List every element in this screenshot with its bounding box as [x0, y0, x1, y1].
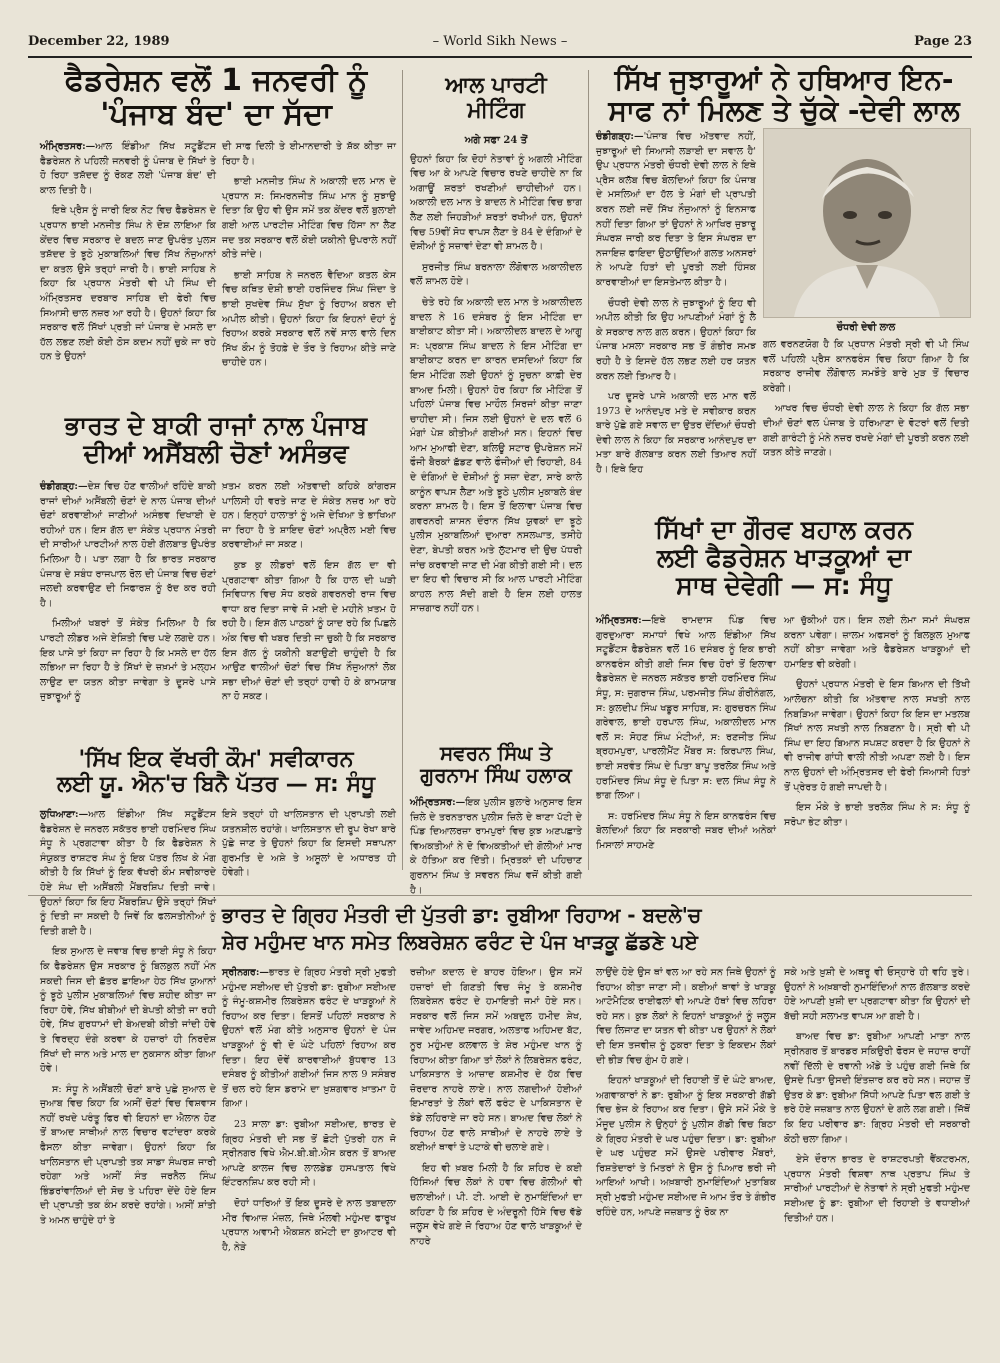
headline-line: ਸਾਥ ਦੇਵੇਗੀ — ਸ: ਸੰਧੂ	[676, 571, 892, 600]
paragraph: ਆਲ ਇੰਡੀਆ ਸਿੱਖ ਸਟੂਡੈਂਟਸ ਫੈਡਰੇਸ਼ਨ ਦੇ ਜਨਰਲ ਸਕੱਤਰ ਭਾਈ ਹਰਮਿੰਦਰ ਸਿੰਘ ਸੰਧੂ ਨੇ ਪ੍ਰਗਟਾਵਾ ਕੀਤਾ ਹੈ ਕਿ ਫੈਡਰੇਸ਼ਨ ਨੇ ਸੰਯੁਕਤ ਰਾਸ਼ਟਰ ਸੰਘ ਨੂੰ ਇਕ ਪੱਤਰ ਲਿਖ ਕੇ ਮੰਗ ਕੀਤੀ ਹੈ ਕਿ ਸਿੱਖਾਂ ਨੂੰ ਇਕ ਵੱਖਰੀ ਕੌਮ ਸਵੀਕਾਰਦੇ ਹੋਏ ਸੰਘ ਦੀ ਅਸੈਂਬਲੀ ਮੈਂਬਰਸ਼ਿਪ ਦਿਤੀ ਜਾਵੇ। ਉਹਨਾਂ ਕਿਹਾ ਕਿ ਇਹ ਮੈਂਬਰਸ਼ਿਪ ਉਸੇ ਤਰ੍ਹਾਂ ਸਿੱਖਾਂ ਨੂੰ ਦਿਤੀ ਜਾ ਸਕਦੀ ਹੈ ਜਿਵੇਂ ਕਿ ਫਲਸਤੀਨੀਆਂ ਨੂੰ ਦਿਤੀ ਗਈ ਹੈ।	[40, 809, 216, 937]
paragraph: ਚੇਤੇ ਰਹੇ ਕਿ ਅਕਾਲੀ ਦਲ ਮਾਨ ਤੇ ਅਕਾਲੀਦਲ ਬਾਦਲ ਨੇ 16 ਦਸੰਬਰ ਨੂੰ ਇਸ ਮੀਟਿੰਗ ਦਾ ਬਾਈਕਾਟ ਕੀਤਾ ਸੀ। ਅਕਾਲੀਦਲ ਬਾਦਲ ਦੇ ਆਗੂ ਸ: ਪ੍ਰਕਾਸ਼ ਸਿੰਘ ਬਾਦਲ ਨੇ ਇਸ ਮੀਟਿੰਗ ਦਾ ਬਾਈਕਾਟ ਕਰਨ ਦਾ ਕਾਰਨ ਦਸਦਿਆਂ ਕਿਹਾ ਕਿ ਇਸ ਮੀਟਿੰਗ ਲਈ ਉਹਨਾਂ ਨੂੰ ਸੂਚਨਾ ਕਾਫ਼ੀ ਦੇਰ ਬਾਅਦ ਮਿਲੀ। ਉਹਨਾਂ ਹੋਰ ਕਿਹਾ ਕਿ ਮੀਟਿੰਗ ਤੋਂ ਪਹਿਲਾਂ ਪੰਜਾਬ ਵਿਚ ਮਾਹੌਲ ਸਿਰਜਾਂ ਕੀਤਾ ਜਾਣਾ ਚਾਹੀਦਾ ਸੀ। ਜਿਸ ਲਈ ਉਹਨਾਂ ਦੇ ਦਲ ਵਲੋਂ 6 ਮੰਗਾਂ ਪੇਸ਼ ਕੀਤੀਆਂ ਗਈਆਂ ਸਨ। ਇਹਨਾਂ ਵਿਚ ਆਮ ਮੁਆਫੀ ਦੇਣਾ, ਬਲਿਊ ਸਟਾਰ ਉਪਰੇਸ਼ਨ ਸਮੇਂ ਫੌਜੀ ਬੈਰਕਾਂ ਛੱਡਣ ਵਾਲੇ ਫੌਜੀਆਂ ਦੀ ਰਿਹਾਈ, 84 ਦੇ ਦੰਗਿਆਂ ਦੇ ਦੋਸ਼ੀਆਂ ਨੂੰ ਸਜ਼ਾ ਦੇਣਾ, ਸਾਰੇ ਕਾਲੇ ਕਾਨੂੰਨ ਵਾਪਸ ਲੈਣਾ ਅਤੇ ਝੂਠੇ ਪੁਲੀਸ ਮੁਕਾਬਲੇ ਬੰਦ ਕਰਨਾ ਸ਼ਾਮਲ ਹੈ। ਇਸ ਤੋਂ ਇਲਾਵਾ ਪੰਜਾਬ ਵਿਚ ਗਵਰਨਰੀ ਸ਼ਾਸਨ ਦੌਰਾਨ ਸਿੱਖ ਯੁਵਕਾਂ ਦਾ ਝੂਠੇ ਪੁਲੀਸ ਮੁਕਾਬਲਿਆਂ ਦੁਆਰਾ ਨਸਲਘਾਤ, ਤਸੀਹੇ ਦੇਣਾ, ਬੇਪਤੀ ਕਰਨ ਅਤੇ ਲੁੱਟਮਾਰ ਦੀ ਉਚ ਪੱਧਰੀ ਜਾਂਚ ਕਰਵਾਈ ਜਾਣ ਦੀ ਮੰਗ ਕੀਤੀ ਗਈ ਸੀ। ਦਲ ਦਾ ਇਹ ਵੀ ਵਿਚਾਰ ਸੀ ਕਿ ਆਲ ਪਾਰਟੀ ਮੀਟਿੰਗ ਕਾਹਲ ਨਾਲ ਸੱਦੀ ਗਈ ਹੈ ਇਸ ਲਈ ਹਾਲਤ ਸਾਜ਼ਗਾਰ ਨਹੀਂ ਹਨ।	[410, 296, 582, 615]
issue-date: December 22, 1989	[28, 34, 170, 49]
column-divider	[588, 70, 589, 870]
story8-column-2	[410, 966, 582, 1353]
column-divider	[402, 70, 403, 870]
paragraph: ਖ਼ਤਮ ਕਰਨ ਲਈ ਅੱਤਵਾਦੀ ਕਹਿਕੇ ਕਾਂਗਰਸ ਪਾਲਿਸੀ ਹੀ ਵਰਤੇ ਜਾਣ ਦੇ ਸੰਕੇਤ ਨਜ਼ਰ ਆ ਰਹੇ ਹਨ। ਇਨ੍ਹਾਂ ਹਾਲਾਤਾਂ ਨੂੰ ਅਜੇ ਦੇਖਿਆ ਤੇ ਭਾਖਿਆ ਜਾ ਰਿਹਾ ਹੈ ਤੇ ਸ਼ਾਇਦ ਚੋਣਾਂ ਅਪ੍ਰੈਲ ਮਈ ਵਿਚ ਕਰਵਾਈਆਂ ਜਾ ਸਕਣ।	[222, 481, 396, 551]
headline-story3	[596, 64, 972, 127]
paragraph: ਭਾਈ ਮਨਜੀਤ ਸਿੰਘ ਨੇ ਅਕਾਲੀ ਦਲ ਮਾਨ ਦੇ ਪ੍ਰਧਾਨ ਸ: ਸਿਮਰਨਜੀਤ ਸਿੰਘ ਮਾਨ ਨੂੰ ਸੁਝਾਉ ਦਿਤਾ ਕਿ ਉਹ ਵੀ ਉਸ ਸਮੇਂ ਤਕ ਕੇਂਦਰ ਵਲੋਂ ਬੁਲਾਈ ਗਈ ਆਲ ਪਾਰਟੀਜ਼ ਮੀਟਿੰਗ ਵਿਚ ਹਿੱਸਾ ਨਾ ਲੈਣ ਜਦ ਤਕ ਸਰਕਾਰ ਵਲੋਂ ਕੋਈ ਯਕੀਨੀ ਉਪਰਾਲੇ ਨਹੀਂ ਕੀਤੇ ਜਾਂਦੇ।	[222, 176, 396, 261]
dateline: ਲੁਧਿਆਣਾ:—	[40, 809, 89, 820]
paragraph: ਬਾਅਦ ਵਿਚ ਡਾ: ਰੁਬੀਆ ਆਪਣੀ ਮਾਤਾ ਨਾਲ ਸ੍ਰੀਨਗਰ ਤੋਂ ਬਾਰਡਰ ਸਕਿਉਰੀ ਫੋਰਸ ਦੇ ਜਹਾਜ਼ ਰਾਹੀਂ ਨਵੀਂ ਦਿੱਲੀ ਦੇ ਰਵਾਨੀ ਅੱਡੇ ਤੇ ਪਹੁੰਚ ਗਈ ਜਿਥੇ ਕਿ ਉਸਦੇ ਪਿਤਾ ਉਸਦੀ ਇੰਤਜ਼ਾਰ ਕਰ ਰਹੇ ਸਨ। ਜਹਾਜ਼ ਤੋਂ ਉਤਰ ਕੇ ਡਾ: ਰੁਬੀਆ ਸਿੱਧੀ ਆਪਣੇ ਪਿਤਾ ਵਲ ਗਈ ਤੇ ਭਰੇ ਹੋਏ ਜਜ਼ਬਾਤ ਨਾਲ ਉਹਨਾਂ ਦੇ ਗਲੇ ਲਗ ਗਈ। ਜਿੱਥੋਂ ਕਿ ਇਹ ਪਰੀਵਾਰ ਡਾ: ਗ੍ਰਿਹ ਮੰਤਰੀ ਦੀ ਸਰਕਾਰੀ ਕੋਠੀ ਚਲਾ ਗਿਆ।	[784, 1031, 970, 1145]
paragraph: ਇਹਨਾਂ ਖਾੜਕੂਆਂ ਦੀ ਰਿਹਾਈ ਤੋਂ ਦੋ ਘੰਟੇ ਬਾਅਦ, ਅਗਵਾਕਾਰਾਂ ਨੇ ਡਾ: ਰੁਬੀਆ ਨੂੰ ਇਕ ਸਰਕਾਰੀ ਗੱਡੀ ਵਿਚ ਭੇਜ ਕੇ ਰਿਹਾਅ ਕਰ ਦਿਤਾ। ਉਸੇ ਸਮੇਂ ਮੌਕੇ ਤੇ ਮੌਜੂਦ ਪੁਲੀਸ ਨੇ ਉਨ੍ਹਾਂ ਨੂੰ ਪੁਲੀਸ ਗੱਡੀ ਵਿਚ ਬਿਠਾ ਕੇ ਗ੍ਰਿਹ ਮੰਤਰੀ ਦੇ ਘਰ ਪਹੁੰਚਾ ਦਿਤਾ। ਡਾ: ਰੁਬੀਆ ਦੇ ਘਰ ਪਹੁੰਚਣ ਸਮੇਂ ਉਸਦੇ ਪਰੀਵਾਰ ਮੈਂਬਰਾਂ, ਰਿਸ਼ਤੇਦਾਰਾਂ ਤੇ ਮਿਤਰਾਂ ਨੇ ਉਸ ਨੂੰ ਪਿਆਰ ਭਰੀ ਜੀ ਆਇਆਂ ਆਖੀ। ਅਖ਼ਬਾਰੀ ਨੁਮਾਇੰਦਿਆਂ ਮੁਤਾਬਿਕ ਸ੍ਰੀ ਮੁਫਤੀ ਮਹੁੰਮਦ ਸਈਅਦ ਜੋ ਆਮ ਤੌਰ ਤੇ ਗੰਭੀਰ ਰਹਿੰਦੇ ਹਨ, ਆਪਣੇ ਜਜ਼ਬਾਤ ਨੂੰ ਰੋਕ ਨਾ	[596, 1075, 776, 1218]
story5-column-1	[596, 614, 776, 886]
paragraph: 23 ਸਾਲਾ ਡਾ: ਰੁਬੀਆ ਸਈਅਦ, ਭਾਰਤ ਦੇ ਗ੍ਰਿਹ ਮੰਤਰੀ ਦੀ ਸਭ ਤੋਂ ਛੋਟੀ ਪੁੱਤਰੀ ਹਨ ਜੋ ਸ੍ਰੀਨਗਰ ਵਿਖੇ ਐਮ.ਬੀ.ਬੀ.ਐਸ ਕਰਨ ਤੋਂ ਬਾਅਦ ਆਪਣੇ ਕਾਲਜ ਵਿਚ ਲਾਲਡੇਡ ਹਸਪਤਾਲ ਵਿਖੇ ਇੰਟਰਨਸ਼ਿਪ ਕਰ ਰਹੀ ਸੀ।	[222, 1118, 396, 1189]
headline-story1	[40, 64, 392, 131]
headline-line: ਸ਼ੇਰ ਮਹੁੰਮਦ ਖਾਨ ਸਮੇਤ ਲਿਬਰੇਸ਼ਨ ਫਰੰਟ ਦੇ ਪੰਜ ਖਾੜਕੂ ਛੱਡਣੇ ਪਏ	[222, 930, 698, 954]
paragraph: ਪਰ ਦੂਸਰੇ ਪਾਸੇ ਅਕਾਲੀ ਦਲ ਮਾਨ ਵਲੋਂ 1973 ਦੇ ਆਨੰਦਪੁਰ ਮਤੇ ਦੇ ਸਵੀਕਾਰ ਕਰਨ ਬਾਰੇ ਪੁੱਛੇ ਗਏ ਸਵਾਲ ਦਾ ਉਤਰ ਦੇਂਦਿਆਂ ਚੌਧਰੀ ਦੇਵੀ ਲਾਲ ਨੇ ਕਿਹਾ ਕਿ ਸਰਕਾਰ ਆਨੰਦਪੁਰ ਦਾ ਮਤਾ ਬਾਰੇ ਗੱਲਬਾਤ ਕਰਨ ਲਈ ਤਿਆਰ ਨਹੀਂ ਹੈ। ਇਥੇ ਇਹ	[596, 391, 756, 476]
headline-line: ਸਿੱਖ ਜੁਝਾਰੂਆਂ ਨੇ ਹਥਿਆਰ ਇਨ-	[614, 63, 954, 96]
headline-line: ਦੀਆਂ ਅਸੈਂਬਲੀ ਚੋਣਾਂ ਅਸੰਭਵ	[83, 439, 349, 468]
paragraph: 'ਪੰਜਾਬ ਵਿਚ ਅੱਤਵਾਦ ਨਹੀਂ, ਜੁਝਾਰੂਆਂ ਦੀ ਸਿਆਸੀ ਲੜਾਈ ਦਾ ਸਵਾਲ ਹੈ' ਉਪ ਪ੍ਰਧਾਨ ਮੰਤਰੀ ਚੌਧਰੀ ਦੇਵੀ ਲਾਲ ਨੇ ਇਥੇ ਪ੍ਰੈਸ ਕਲੱਬ ਵਿਚ ਬੋਲਦਿਆਂ ਕਿਹਾ ਕਿ ਪੰਜਾਬ ਦੇ ਮਸਲਿਆਂ ਦਾ ਹੱਲ ਤੇ ਮੰਗਾਂ ਦੀ ਪ੍ਰਾਪਤੀ ਕਰਨ ਲਈ ਜਦੋਂ ਸਿੱਖ ਨੌਜੁਆਨਾਂ ਨੂੰ ਇਨਸਾਫ ਨਹੀਂ ਦਿਤਾ ਗਿਆ ਤਾਂ ਉਹਨਾਂ ਨੇ ਆਖਿਰ ਜੁਝਾਰੂ ਸੰਘਰਸ਼ ਜਾਰੀ ਕਰ ਦਿਤਾ ਤੇ ਇਸ ਸੰਘਰਸ਼ ਦਾ ਨਜਾਇਜ਼ ਫਾਇਦਾ ਉਠਾਉਂਦਿਆਂ ਗਲਤ ਅਨਸਰਾਂ ਨੇ ਆਪਣੇ ਹਿਤਾਂ ਦੀ ਪੂਰਤੀ ਲਈ ਹਿੰਸਕ ਕਾਰਵਾਈਆਂ ਦਾ ਇਸਤੇਮਾਲ ਕੀਤਾ ਹੈ।	[596, 131, 756, 288]
paragraph: ਦੀ ਸਾਫ ਦਿਲੀ ਤੇ ਈਮਾਨਦਾਰੀ ਤੇ ਸ਼ੱਕ ਕੀਤਾ ਜਾ ਰਿਹਾ ਹੈ।	[222, 141, 396, 167]
headline-line: ਮੀਟਿੰਗ	[467, 97, 525, 123]
paragraph: ਗਲ ਵਰਨਣਯੋਗ ਹੈ ਕਿ ਪ੍ਰਧਾਨ ਮੰਤਰੀ ਸ੍ਰੀ ਵੀ ਪੀ ਸਿੰਘ ਵਲੋਂ ਪਹਿਲੀ ਪ੍ਰੈਸ ਕਾਨਫਰੰਸ ਵਿਚ ਕਿਹਾ ਗਿਆ ਹੈ ਕਿ ਸਰਕਾਰ ਰਾਜੀਵ ਲੌਂਗੋਵਾਲ ਸਮਝੌਤੇ ਬਾਰੇ ਮੁੜ ਤੋਂ ਵਿਚਾਰ ਕਰੇਗੀ।	[763, 339, 969, 394]
paragraph: ਭਾਈ ਸਾਹਿਬ ਨੇ ਜਨਰਲ ਵੈਦਿਆ ਕਤਲ ਕੇਸ ਵਿਚ ਕਥਿਤ ਦੋਸ਼ੀ ਭਾਈ ਹਰਜਿੰਦਰ ਸਿੰਘ ਜਿੰਦਾ ਤੇ ਭਾਈ ਸੁਖਦੇਵ ਸਿੰਘ ਸੁੱਖਾ ਨੂੰ ਰਿਹਾਅ ਕਰਨ ਦੀ ਅਪੀਲ ਕੀਤੀ। ਉਹਨਾਂ ਕਿਹਾ ਕਿ ਇਹਨਾਂ ਦੋਹਾਂ ਨੂੰ ਰਿਹਾਅ ਕਰਕੇ ਸਰਕਾਰ ਵਲੋਂ ਨਵੇਂ ਸਾਲ ਵਾਲੇ ਦਿਨ ਸਿੱਖ ਕੌਮ ਨੂੰ ਤੋਹਫ਼ੇ ਦੇ ਤੌਰ ਤੇ ਰਿਹਾਅ ਕੀਤੇ ਜਾਣੇ ਚਾਹੀਦੇ ਹਨ।	[222, 269, 396, 369]
headline-line: ਗੁਰਨਾਮ ਸਿੰਘ ਹਲਾਕ	[420, 763, 572, 788]
paragraph: ਦੋਹਾਂ ਧਾਰਿਆਂ ਤੋਂ ਇਕ ਦੂਸਰੇ ਦੇ ਨਾਲ ਤਬਾਦਲਾ ਮੀਰ ਵਿਆਜ਼ ਮੰਜ਼ਲ, ਜਿਥੇ ਮੌਲਵੀ ਮਹੁੰਮਦ ਫਾਰੂਖ ਪ੍ਰਧਾਨ ਅਵਾਮੀ ਐਕਸ਼ਨ ਕਮੇਟੀ ਦਾ ਕੁਆਟਰ ਵੀ ਹੈ, ਨੇੜੇ	[222, 1197, 396, 1253]
headline-line: ਸਵਰਨ ਸਿੰਘ ਤੇ	[439, 741, 553, 765]
paragraph: ਇਸੇ ਤਰ੍ਹਾਂ ਹੀ ਖਾਲਿਸਤਾਨ ਦੀ ਪ੍ਰਾਪਤੀ ਲਈ ਯਤਨਸ਼ੀਲ ਰਹਾਂਗੇ। ਖਾਲਿਸਤਾਨ ਦੀ ਰੂਪ ਰੇਖਾ ਬਾਰੇ ਪੁੱਛੇ ਜਾਣ ਤੇ ਉਹਨਾਂ ਕਿਹਾ ਕਿ ਇਸਦੀ ਸਥਾਪਨਾ ਗੁਰਮਤਿ ਦੇ ਅਸ਼ੇ ਤੇ ਅਸੂਲਾਂ ਦੇ ਅਧਾਰਤ ਹੀ ਹੋਵੇਗੀ।	[222, 809, 396, 879]
headline-line: ਲਈ ਯੂ. ਐਨ'ਚ ਬਿਨੈ ਪੱਤਰ — ਸ: ਸੰਧੂ	[56, 771, 375, 797]
headline-line: ਲਈ ਫੈਡਰੇਸ਼ਨ ਖਾੜਕੂਆਂ ਦਾ	[657, 543, 911, 572]
headline-story5	[596, 516, 972, 600]
paragraph: ਰਜ਼ੀਆ ਕਦਾਲ ਦੇ ਬਾਹਰ ਹੋਇਆ। ਉਸ ਸਮੇਂ ਹਜ਼ਾਰਾਂ ਦੀ ਗਿਣਤੀ ਵਿਚ ਜੰਮੂ ਤੇ ਕਸ਼ਮੀਰ ਲਿਬਰੇਸ਼ਨ ਫਰੰਟ ਦੇ ਹਮਾਇਤੀ ਜਮਾਂ ਹੋਏ ਸਨ। ਸਰਕਾਰ ਵਲੋਂ ਜਿਸ ਸਮੇਂ ਅਬਦੁਲ ਹਮੀਦ ਸ਼ੇਖ, ਜਾਵੇਦ ਅਹਿਮਦ ਜਰਗਰ, ਅਲਤਾਫ ਅਹਿਮਦ ਬੱਟ, ਨੂਰ ਮਹੁੰਮਦ ਕਲਵਾਲ ਤੇ ਸ਼ੇਰ ਮਹੁੰਮਦ ਖਾਨ ਨੂੰ ਰਿਹਾਅ ਕੀਤਾ ਗਿਆ ਤਾਂ ਲੋਕਾਂ ਨੇ ਲਿਬਰੇਸ਼ਨ ਫਰੰਟ, ਪਾਕਿਸਤਾਨ ਤੇ ਆਜ਼ਾਦ ਕਸ਼ਮੀਰ ਦੇ ਹੱਕ ਵਿਚ ਜ਼ੋਰਦਾਰ ਨਾਹਰੇ ਲਾਏ। ਨਾਲ ਲਗਦੀਆਂ ਹੋਈਆਂ ਇਮਾਰਤਾਂ ਤੇ ਲੋਕਾਂ ਵਲੋਂ ਫਰੰਟ ਦੇ ਪਾਕਿਸਤਾਨ ਦੇ ਝੰਡੇ ਲਹਿਰਾਏ ਜਾ ਰਹੇ ਸਨ। ਬਾਅਦ ਵਿਚ ਲੋਕਾਂ ਨੇ ਰਿਹਾਅ ਹੋਣ ਵਾਲੇ ਸਾਥੀਆਂ ਦੇ ਨਾਹਰੇ ਲਾਏ ਤੇ ਕਈਆਂ ਥਾਵਾਂ ਤੇ ਪਟਾਕੇ ਵੀ ਚਲਾਏ ਗਏ।	[410, 967, 582, 1154]
headline-line: ਭਾਰਤ ਦੇ ਗ੍ਰਿਹ ਮੰਤਰੀ ਦੀ ਪੁੱਤਰੀ ਡਾ: ਰੁਬੀਆ ਰਿਹਾਅ - ਬਦਲੇ'ਚ	[222, 903, 702, 927]
story3-column-2	[763, 338, 969, 508]
story8-column-4	[784, 966, 970, 1353]
story1-column-1	[40, 140, 216, 402]
paragraph: ਇਸ ਮੌਕੇ ਤੇ ਭਾਈ ਤਰਲੋਕ ਸਿੰਘ ਨੇ ਸ: ਸੰਧੂ ਨੂੰ ਸਰੋਪਾ ਭੇਟ ਕੀਤਾ।	[784, 802, 970, 828]
headline-story4	[40, 412, 392, 468]
paragraph: ਸਕੇ ਅਤੇ ਖ਼ੁਸ਼ੀ ਦੇ ਅਥਰੂ ਵੀ ਓਸ੍ਹਾਰੇ ਹੀ ਵਹਿ ਤੁਰੇ। ਉਹਨਾਂ ਨੇ ਅਖ਼ਬਾਰੀ ਨੁਮਾਇੰਦਿਆਂ ਨਾਲ ਗੱਲਬਾਤ ਕਰਦੇ ਹੋਏ ਆਪਣੀ ਖ਼ੁਸ਼ੀ ਦਾ ਪ੍ਰਗਟਾਵਾ ਕੀਤਾ ਕਿ ਉਹਨਾਂ ਦੀ ਬੱਚੀ ਸਹੀ ਸਲਾਮਤ ਵਾਪਸ ਆ ਗਈ ਹੈ।	[784, 967, 970, 1022]
paragraph: ਚੌਧਰੀ ਦੇਵੀ ਲਾਲ ਨੇ ਜੁਝਾਰੂਆਂ ਨੂੰ ਇਹ ਵੀ ਅਪੀਲ ਕੀਤੀ ਕਿ ਉਹ ਆਪਣੀਆਂ ਮੰਗਾਂ ਨੂੰ ਲੈ ਕੇ ਸਰਕਾਰ ਨਾਲ ਗਲ ਕਰਨ। ਉਹਨਾਂ ਕਿਹਾ ਕਿ ਪੰਜਾਬ ਮਸਲਾ ਸਰਕਾਰ ਸਭ ਤੋਂ ਗੰਭੀਰ ਸਮਝ ਰਹੀ ਹੈ ਤੇ ਇਸਦੇ ਹੱਲ ਲਭਣ ਲਈ ਹਰ ਯਤਨ ਕਰਨ ਲਈ ਤਿਆਰ ਹੈ।	[596, 297, 756, 382]
paragraph: ਦੇਸ਼ ਵਿਚ ਹੋਣ ਵਾਲੀਆਂ ਰਹਿੰਦੇ ਬਾਕੀ ਰਾਜਾਂ ਦੀਆਂ ਅਸੈਂਬਲੀ ਚੋਣਾਂ ਦੇ ਨਾਲ ਪੰਜਾਬ ਦੀਆਂ ਚੋਣਾਂ ਕਰਵਾਈਆਂ ਜਾਣੀਆਂ ਅਸੰਭਵ ਦਿਖਾਈ ਦੇ ਰਹੀਆਂ ਹਨ। ਇਸ ਗੱਲ ਦਾ ਸੰਕੇਤ ਪ੍ਰਧਾਨ ਮੰਤਰੀ ਦੀ ਸਾਰੀਆਂ ਪਾਰਟੀਆਂ ਨਾਲ ਹੋਈ ਗੱਲਬਾਤ ਉਪਰੰਤ ਮਿਲਿਆ ਹੈ। ਪਤਾ ਲਗਾ ਹੈ ਕਿ ਭਾਰਤ ਸਰਕਾਰ ਪੰਜਾਬ ਦੇ ਸਬੰਧ ਰਾਜਪਾਲ ਰੋਲ ਦੀ ਪੰਜਾਬ ਵਿਚ ਚੋਣਾਂ ਜਲਦੀ ਕਰਵਾਉਣ ਦੀ ਸਿਫਾਰਸ਼ ਨੂੰ ਰੱਦ ਕਰ ਰਹੀ ਹੈ।	[40, 481, 216, 609]
headline-line: ਸਾਫ ਨਾਂ ਮਿਲਣ ਤੇ ਚੁੱਕੇ -ਦੇਵੀ ਲਾਲ	[608, 94, 960, 128]
continued-from: ਅਗੇ ਸਫਾ 24 ਤੋਂ	[464, 135, 528, 146]
story4-column-2	[222, 480, 396, 738]
paragraph: ਇਥੇ ਰਾਮਦਾਸ ਪਿੰਡ ਵਿਚ ਗੁਰਦੁਆਰਾ ਸਮਾਧਾਂ ਵਿਖੇ ਆਲ ਇੰਡੀਆ ਸਿੱਖ ਸਟੂਡੈਂਟਸ ਫੈਡਰੇਸ਼ਨ ਵਲੋਂ 16 ਦਸੰਬਰ ਨੂੰ ਇਕ ਭਾਰੀ ਕਾਨਫਰੰਸ ਕੀਤੀ ਗਈ ਜਿਸ ਵਿਚ ਹੋਰਾਂ ਤੋਂ ਇਲਾਵਾ ਫੈਡਰੇਸ਼ਨ ਦੇ ਜਨਰਲ ਸਕੱਤਰ ਭਾਈ ਹਰਮਿੰਦਰ ਸਿੰਘ ਸੰਧੂ, ਸ: ਜੁਗਰਾਜ ਸਿੰਘ, ਪਰਮਜੀਤ ਸਿੰਘ ਗੌਰੀਨੰਗਲ, ਸ: ਕੁਲਦੀਪ ਸਿੰਘ ਖਡੂਰ ਸਾਹਿਬ, ਸ: ਗੁਰਚਰਨ ਸਿੰਘ ਗਰੇਵਾਲ, ਭਾਈ ਹਰਪਾਲ ਸਿੰਘ, ਅਕਾਲੀਦਲ ਮਾਨ ਵਲੋਂ ਸ: ਸੋਹਣ ਸਿੰਘ ਮੰਟੀਆਂ, ਸ: ਰਣਜੀਤ ਸਿੰਘ ਬ੍ਰਹਮਪੁਰਾ, ਪਾਰਲੀਮੈਂਟ ਮੈਂਬਰ ਸ: ਕਿਰਪਾਲ ਸਿੰਘ, ਭਾਈ ਸਰਵੰਤ ਸਿੰਘ ਦੇ ਪਿਤਾ ਬਾਪੂ ਤਰਲੋਕ ਸਿੰਘ ਅਤੇ ਹਰਮਿੰਦਰ ਸਿੰਘ ਸੰਧੂ ਦੇ ਪਿਤਾ ਸ: ਦਲ ਸਿੰਘ ਸੰਧੂ ਨੇ ਭਾਗ ਲਿਆ।	[596, 615, 776, 802]
paragraph: ਇਕ ਪੁਲੀਸ ਬੁਲਾਰੇ ਅਨੁਸਾਰ ਇਸ ਜ਼ਿਲੇ ਦੇ ਤਰਨਤਾਰਨ ਪੁਲੀਸ ਜ਼ਿਲੇ ਦੇ ਥਾਣਾ ਪੱਟੀ ਦੇ ਪਿੰਡ ਦਿਆਲਰਜ਼ਾ ਰਾਮਪੁਰਾਂ ਵਿਚ ਕੁਝ ਅਣਪਛਾਤੇ ਵਿਅਕਤੀਆਂ ਨੇ ਦੋ ਵਿਅਕਤੀਆਂ ਦੀ ਗੋਲੀਆਂ ਮਾਰ ਕੇ ਹੱਤਿਆ ਕਰ ਦਿੱਤੀ। ਮ੍ਰਿਤਕਾਂ ਦੀ ਪਹਿਚਾਣ ਗੁਰਨਾਮ ਸਿੰਘ ਤੇ ਸਵਰਨ ਸਿੰਘ ਵਜੋਂ ਕੀਤੀ ਗਈ ਹੈ।	[410, 797, 582, 896]
headline-story8	[222, 902, 972, 956]
headline-line: ਫੈਡਰੇਸ਼ਨ ਵਲੋਂ 1 ਜਨਵਰੀ ਨੂੰ	[64, 63, 368, 98]
story8-column-3	[596, 966, 776, 1353]
headline-line: ਸਿੱਖਾਂ ਦਾ ਗੌਰਵ ਬਹਾਲ ਕਰਨ	[655, 515, 913, 544]
paragraph: ਇਕ ਸੁਆਲ ਦੇ ਜਵਾਬ ਵਿਚ ਭਾਈ ਸੰਧੂ ਨੇ ਕਿਹਾ ਕਿ ਫੈਡਰੇਸ਼ਨ ਉਸ ਸਰਕਾਰ ਨੂੰ ਬਿਲਕੁਲ ਨਹੀਂ ਮੰਨ ਸਕਦੀ ਜਿਸ ਦੀ ਛੱਤਰ ਛਾਇਆ ਹੇਠ ਸਿੱਖ ਯੁਆਨਾਂ ਨੂੰ ਝੂਠੇ ਪੁਲੀਸ ਮੁਕਾਬਲਿਆਂ ਵਿਚ ਸ਼ਹੀਦ ਕੀਤਾ ਜਾ ਰਿਹਾ ਹੋਵੇ, ਸਿੱਖ ਬੀਬੀਆਂ ਦੀ ਬੇਪਤੀ ਕੀਤੀ ਜਾ ਰਹੀ ਹੋਵੇ, ਸਿੱਖ ਗੁਰਧਾਮਾਂ ਦੀ ਬੇਅਦਬੀ ਕੀਤੀ ਜਾਂਦੀ ਹੋਵੇ ਤੇ ਵਿਰਦ੍ਹ ਦੰਗੇ ਕਰਵਾ ਕੇ ਹਜ਼ਾਰਾਂ ਹੀ ਨਿਰਦੋਸ਼ ਸਿੱਖਾਂ ਦੀ ਜਾਨ ਅਤੇ ਮਾਲ ਦਾ ਨੁਕਸਾਨ ਕੀਤਾ ਗਿਆ ਹੋਵੇ।	[40, 946, 216, 1075]
paragraph: ਆ ਚੁੱਕੀਆਂ ਹਨ। ਇਸ ਲਈ ਲੰਮਾ ਸਮਾਂ ਸੰਘਰਸ਼ ਕਰਨਾ ਪਵੇਗਾ। ਜ਼ਾਲਮ ਅਫਸਰਾਂ ਨੂੰ ਬਿਲਕੁਲ ਮੁਆਫ ਨਹੀਂ ਕੀਤਾ ਜਾਵੇਗਾ ਅਤੇ ਫੈਡਰੇਸ਼ਨ ਖਾੜਕੂਆਂ ਦੀ ਹਮਾਇਤ ਵੀ ਕਰੇਗੀ।	[784, 615, 970, 670]
headline-line: ਭਾਰਤ ਦੇ ਬਾਕੀ ਰਾਜਾਂ ਨਾਲ ਪੰਜਾਬ	[64, 411, 368, 440]
paragraph: ਸ: ਸੰਧੂ ਨੇ ਅਸੈਂਬਲੀ ਚੋਣਾਂ ਬਾਰੇ ਪੁਛੇ ਸੁਆਲ ਦੇ ਜੁਆਬ ਵਿਚ ਕਿਹਾ ਕਿ ਅਸੀਂ ਚੋਣਾਂ ਵਿਚ ਵਿਸ਼ਵਾਸ ਨਹੀਂ ਰਖਦੇ ਪਰੰਤੂ ਫਿਰ ਵੀ ਇਹਨਾਂ ਦਾ ਐਲਾਨ ਹੋਣ ਤੋਂ ਬਾਅਦ ਸਾਥੀਆਂ ਨਾਲ ਵਿਚਾਰ ਵਟਾਂਦਰਾ ਕਰਕੇ ਫੈਸਲਾ ਕੀਤਾ ਜਾਵੇਗਾ। ਉਹਨਾਂ ਕਿਹਾ ਕਿ ਖਾਲਿਸਤਾਨ ਦੀ ਪ੍ਰਾਪਤੀ ਤਕ ਸਾਡਾ ਸੰਘਰਸ਼ ਜਾਰੀ ਰਹੇਗਾ ਅਤੇ ਅਸੀਂ ਸੰਤ ਜਰਨੈਲ ਸਿੰਘ ਭਿੰਡਰਾਂਵਾਲਿਆਂ ਦੀ ਸੋਚ ਤੇ ਪਹਿਰਾ ਦੇਂਦੇ ਹੋਏ ਇਸ ਦੀ ਪ੍ਰਾਪਤੀ ਤਕ ਕੰਮ ਕਰਦੇ ਰਹਾਂਗੇ। ਅਸੀਂ ਸ਼ਾਂਤੀ ਤੇ ਅਮਨ ਚਾਹੁੰਦੇ ਹਾਂ ਤੇ	[40, 1083, 216, 1227]
paragraph: ਮਿਲੀਆਂ ਖਬਰਾਂ ਤੋਂ ਸੰਕੇਤ ਮਿਲਿਆ ਹੈ ਕਿ ਪਾਰਟੀ ਲੀਡਰ ਅਜੇ ਏਸ਼ਿਤੀ ਵਿਚ ਪਏ ਲਗਦੇ ਹਨ। ਇਕ ਪਾਸੇ ਤਾਂ ਕਿਹਾ ਜਾ ਰਿਹਾ ਹੈ ਕਿ ਮਸਲੇ ਦਾ ਹੱਲ ਲਭਿਆ ਜਾ ਰਿਹਾ ਹੈ ਤੇ ਸਿੱਖਾਂ ਦੇ ਜ਼ਖ਼ਮਾਂ ਤੇ ਮਲ੍ਹਮ ਲਾਉਣ ਦਾ ਯਤਨ ਕੀਤਾ ਜਾਵੇਗਾ ਤੇ ਦੂਸਰੇ ਪਾਸੇ ਜੁਝਾਰੂਆਂ ਨੂੰ	[40, 618, 216, 703]
page-header	[28, 34, 972, 54]
paragraph: ਲਾਉਂਦੇ ਹੋਏ ਉਸ ਥਾਂ ਵਲ ਆ ਰਹੇ ਸਨ ਜਿਥੇ ਉਹਨਾਂ ਨੂੰ ਰਿਹਾਅ ਕੀਤਾ ਜਾਣਾ ਸੀ। ਕਈਆਂ ਥਾਵਾਂ ਤੇ ਖਾੜਕੂ ਆਟੋਮੈਟਿਕ ਰਾਈਫਲਾਂ ਵੀ ਆਪਣੇ ਹੱਥਾਂ ਵਿਚ ਲਹਿਰਾ ਰਹੇ ਸਨ। ਕੁਝ ਲੋਕਾਂ ਨੇ ਇਹਨਾਂ ਖਾੜਕੂਆਂ ਨੂੰ ਜਲੂਸ ਵਿਚ ਲਿਜਾਣ ਦਾ ਯਤਨ ਵੀ ਕੀਤਾ ਪਰ ਉਹਨਾਂ ਨੇ ਲੋਕਾਂ ਦੀ ਇਸ ਤਜਵੀਜ਼ ਨੂੰ ਠੁਕਰਾ ਦਿਤਾ ਤੇ ਇਕਦਮ ਲੋਕਾਂ ਦੀ ਭੀੜ ਵਿਚ ਗੁੰਮ ਹੋ ਗਏ।	[596, 967, 776, 1066]
story3-column-1	[596, 130, 756, 502]
portrait-photo	[763, 128, 971, 318]
story5-column-2	[784, 614, 970, 886]
dateline: ਚੰਡੀਗੜ੍ਹ:—	[596, 131, 644, 142]
paragraph: ਕੁਝ ਕੁ ਲੀਡਰਾਂ ਵਲੋਂ ਇਸ ਗੱਲ ਦਾ ਵੀ ਪ੍ਰਗਟਾਵਾ ਕੀਤਾ ਗਿਆ ਹੈ ਕਿ ਹਾਲ ਦੀ ਘੜੀ ਸਿਵਿਧਾਨ ਵਿਚ ਸੋਧ ਕਰਕੇ ਗਵਰਨਰੀ ਰਾਜ ਵਿਚ ਵਾਧਾ ਕਰ ਦਿਤਾ ਜਾਵੇ ਜੋ ਮਈ ਦੇ ਮਹੀਨੇ ਖ਼ਤਮ ਹੋ ਰਹੀ ਹੈ। ਇਸ ਗੱਲ ਪਾਠਕਾਂ ਨੂੰ ਯਾਦ ਰਹੇ ਕਿ ਪਿਛਲੇ ਅੰਕ ਵਿਚ ਵੀ ਖਬਰ ਦਿਤੀ ਜਾ ਚੁਕੀ ਹੈ ਕਿ ਸਰਕਾਰ ਇਸ ਗੱਲ ਨੂੰ ਯਕੀਨੀ ਬਣਾਉਣੀ ਚਾਹੁੰਦੀ ਹੈ ਕਿ ਆਉਣ ਵਾਲੀਆਂ ਚੋਣਾਂ ਵਿਚ ਸਿੱਖ ਨੌਜੁਆਨਾਂ ਲੋਕ ਸਭਾ ਦੀਆਂ ਚੋਣਾਂ ਦੀ ਤਰ੍ਹਾਂ ਹਾਵੀ ਹੋ ਕੇ ਕਾਮਯਾਬ ਨਾ ਹੋ ਸਕਣ।	[222, 559, 396, 703]
story6-column-2	[222, 808, 396, 894]
dateline: ਅੰਮ੍ਰਿਤਸਰ:—	[40, 141, 96, 152]
paragraph: ਇਹ ਵੀ ਖ਼ਬਰ ਮਿਲੀ ਹੈ ਕਿ ਸ਼ਹਿਰ ਦੇ ਕਈ ਹਿੱਸਿਆਂ ਵਿਚ ਲੋਕਾਂ ਨੇ ਹਵਾ ਵਿਚ ਗੋਲੀਆਂ ਵੀ ਚਲਾਈਆਂ। ਪੀ. ਟੀ. ਆਈ ਦੇ ਨੁਮਾਇੰਦਿਆਂ ਦਾ ਕਹਿਣਾ ਹੈ ਕਿ ਸ਼ਹਿਰ ਦੇ ਅੰਦਰੂਨੀ ਹਿੱਸੇ ਵਿਚ ਵੱਡੇ ਜਲੂਸ ਵੇਖੇ ਗਏ ਜੋ ਰਿਹਾਅ ਹੋਣ ਵਾਲੇ ਖਾੜਕੂਆਂ ਦੇ ਨਾਹਰੇ	[410, 1162, 582, 1247]
paragraph: ਭਾਰਤ ਦੇ ਗ੍ਰਿਹ ਮੰਤਰੀ ਸ੍ਰੀ ਮੁਫਤੀ ਮਹੁੰਮਦ ਸਈਅਦ ਦੀ ਪੁੱਤਰੀ ਡਾ: ਰੁਬੀਆ ਸਈਅਦ ਨੂੰ ਜੰਮੂ-ਕਸ਼ਮੀਰ ਲਿਬਰੇਸ਼ਨ ਫਰੰਟ ਦੇ ਖਾੜਕੂਆਂ ਨੇ ਰਿਹਾਅ ਕਰ ਦਿਤਾ। ਇਸਤੋਂ ਪਹਿਲਾਂ ਸਰਕਾਰ ਨੇ ਉਹਨਾਂ ਵਲੋਂ ਮੰਗ ਕੀਤੇ ਅਨੁਸਾਰ ਉਹਨਾਂ ਦੇ ਪੰਜ ਖਾੜਕੂਆਂ ਨੂੰ ਵੀ ਦੋ ਘੰਟੇ ਪਹਿਲਾਂ ਰਿਹਾਅ ਕਰ ਦਿਤਾ। ਇਹ ਦੋਵੇਂ ਕਾਰਵਾਈਆਂ ਬੁੱਧਵਾਰ 13 ਦਸੰਬਰ ਨੂੰ ਕੀਤੀਆਂ ਗਈਆਂ ਜਿਸ ਨਾਲ 9 ਸਸੰਬਰ ਤੋਂ ਚਲ ਰਹੇ ਇਸ ਡਰਾਮੇ ਦਾ ਖ਼ੁਸ਼ਗਵਾਰ ਖ਼ਾਤਮਾ ਹੋ ਗਿਆ।	[222, 967, 396, 1110]
headline-story2	[410, 74, 582, 123]
headline-line: ਆਲ ਪਾਰਟੀ	[445, 73, 547, 98]
headline-story7	[410, 742, 582, 787]
dateline: ਸ੍ਰੀਨਗਰ:—	[222, 967, 269, 978]
dateline: ਅੰਮ੍ਰਿਤਸਰ:—	[410, 797, 466, 808]
headline-line: 'ਪੰਜਾਬ ਬੰਦ' ਦਾ ਸੱਦਾ	[100, 96, 332, 132]
story4-column-1	[40, 480, 216, 738]
headline-line: 'ਸਿੱਖ ਇਕ ਵੱਖਰੀ ਕੌਮ' ਸਵੀਕਾਰਨ	[78, 747, 354, 772]
paragraph: ਆਖਰ ਵਿਚ ਚੌਧਰੀ ਦੇਵੀ ਲਾਲ ਨੇ ਕਿਹਾ ਕਿ ਗੱਲ ਸਭਾ ਦੀਆਂ ਚੋਣਾਂ ਵਲ ਪੰਜਾਬ ਤੇ ਹਰਿਆਣਾ ਦੇ ਵੋਟਰਾਂ ਵਲੋਂ ਦਿਤੀ ਗਈ ਗਾਰੰਟੀ ਨੂੰ ਮੰਨੇ ਨਜ਼ਰ ਰਖਦੇ ਮੰਗਾਂ ਦੀ ਪੂਰਤੀ ਕਰਨ ਲਈ ਯਤਨ ਕੀਤੇ ਜਾਣਗੇ।	[763, 403, 969, 459]
story2-column	[410, 134, 582, 736]
paragraph: ਸ: ਹਰਮਿੰਦਰ ਸਿੰਘ ਸੰਧੂ ਨੇ ਇਸ ਕਾਨਫਰੰਸ ਵਿਚ ਬੋਲਦਿਆਂ ਕਿਹਾ ਕਿ ਸਰਕਾਰੀ ਜਬਰ ਦੀਆਂ ਅਨੇਕਾਂ ਮਿਸਾਲਾਂ ਸਾਹਮਣੇ	[596, 810, 776, 851]
portrait-illustration	[764, 129, 970, 317]
paragraph: ਇਥੇ ਪ੍ਰੈਸ ਨੂੰ ਜਾਰੀ ਇਕ ਨੋਟ ਵਿਚ ਫੈਡਰੇਸ਼ਨ ਦੇ ਪ੍ਰਧਾਨ ਭਾਈ ਮਨਜੀਤ ਸਿੰਘ ਨੇ ਦੋਸ਼ ਲਾਇਆ ਕਿ ਕੇਂਦਰ ਵਿਚ ਸਰਕਾਰ ਦੇ ਬਦਲ ਜਾਣ ਉਪਰੰਤ ਪੁਲਸ ਤਸ਼ੱਦਦ ਤੇ ਝੂਠੇ ਮੁਕਾਬਲਿਆਂ ਵਿਚ ਸਿੱਖ ਨੌਜੁਆਨਾਂ ਦਾ ਕਤਲ ਉਸੇ ਤਰ੍ਹਾਂ ਜਾਰੀ ਹੈ। ਭਾਈ ਸਾਹਿਬ ਨੇ ਕਿਹਾ ਕਿ ਪ੍ਰਧਾਨ ਮੰਤਰੀ ਵੀ ਪੀ ਸਿੰਘ ਦੀ ਅੰਮ੍ਰਿਤਸਰ ਦਰਬਾਰ ਸਾਹਿਬ ਦੀ ਫੇਰੀ ਵਿਚ ਸਿਆਸੀ ਚਾਲ ਨਜ਼ਰ ਆ ਰਹੀ ਹੈ। ਉਹਨਾਂ ਕਿਹਾ ਕਿ ਸਰਕਾਰ ਵਲੋਂ ਸਿੱਖਾਂ ਪ੍ਰਤੀ ਜਾਂ ਪੰਜਾਬ ਦੇ ਮਸਲੇ ਦਾ ਹੱਲ ਲਭਣ ਲਈ ਕੋਈ ਠੋਸ ਕਦਮ ਨਹੀਂ ਚੁਕੇ ਜਾ ਰਹੇ ਹਨ ਤੇ ਉਹਨਾਂ	[40, 205, 216, 363]
paragraph: ਉਹਨਾਂ ਪ੍ਰਧਾਨ ਮੰਤਰੀ ਦੇ ਇਸ ਬਿਆਨ ਦੀ ਤਿੱਖੀ ਆਲੋਚਨਾ ਕੀਤੀ ਕਿ ਅੱਤਵਾਦ ਨਾਲ ਸਖਤੀ ਨਾਲ ਨਿਬੜਿਆ ਜਾਵੇਗਾ। ਉਹਨਾਂ ਕਿਹਾ ਕਿ ਇਸ ਦਾ ਮਤਲਬ ਸਿੱਖਾਂ ਨਾਲ ਸਖਤੀ ਨਾਲ ਨਿਬਣਨਾ ਹੈ। ਸ੍ਰੀ ਵੀ ਪੀ ਸਿੰਘ ਦਾ ਇਹ ਬਿਆਨ ਸਪਸ਼ਟ ਕਰਦਾ ਹੈ ਕਿ ਉਹਨਾਂ ਨੇ ਵੀ ਰਾਜੀਵ ਗਾਂਧੀ ਵਾਲੀ ਨੀਤੀ ਅਪਣਾ ਲਈ ਹੈ। ਇਸ ਨਾਲ ਉਹਨਾਂ ਦੀ ਅੰਮ੍ਰਿਤਸਰ ਦੀ ਫੇਰੀ ਸਿਆਸੀ ਹਿਤਾਂ ਤੋਂ ਪ੍ਰੇਰਤ ਹੋ ਗਈ ਜਾਪਦੀ ਹੈ।	[784, 679, 970, 793]
publication-name: – World Sikh News –	[432, 34, 568, 49]
dateline: ਚੰਡੀਗੜ੍ਹ:—	[40, 481, 88, 492]
paragraph: ਸੁਰਜੀਤ ਸਿੰਘ ਬਰਨਾਲਾ ਲੌਂਗੋਵਾਲ ਅਕਾਲੀਦਲ ਵਲੋਂ ਸ਼ਾਮਲ ਹੋਏ।	[410, 261, 582, 288]
story1-column-2	[222, 140, 396, 402]
dateline: ਅੰਮ੍ਰਿਤਸਰ:—	[596, 615, 652, 626]
paragraph: ਆਲ ਇੰਡੀਆ ਸਿੱਖ ਸਟੂਡੈਂਟਸ ਫੈਡਰੇਸ਼ਨ ਨੇ ਪਹਿਲੀ ਜਨਵਰੀ ਨੂੰ ਪੰਜਾਬ ਦੇ ਸਿੱਖਾਂ ਤੇ ਹੋ ਰਿਹਾ ਤਸ਼ੱਦਦ ਨੂੰ ਰੋਕਣ ਲਈ 'ਪੰਜਾਬ ਬੰਦ' ਦੀ ਕਾਲ ਦਿਤੀ ਹੈ।	[40, 141, 216, 196]
story7-column	[410, 796, 582, 896]
story6-column-1	[40, 808, 216, 1353]
paragraph: ਉਹਨਾਂ ਕਿਹਾ ਕਿ ਦੋਹਾਂ ਨੇਤਾਵਾਂ ਨੂੰ ਅਗਲੀ ਮੀਟਿੰਗ ਵਿਚ ਆ ਕੇ ਆਪਣੇ ਵਿਚਾਰ ਰਖਣੇ ਚਾਹੀਦੇ ਨਾ ਕਿ ਅਗਾਊਂ ਸ਼ਰਤਾਂ ਰਖਣੀਆਂ ਚਾਹੀਦੀਆਂ ਹਨ। ਅਕਾਲੀ ਦਲ ਮਾਨ ਤੇ ਬਾਦਲ ਨੇ ਮੀਟਿੰਗ ਵਿਚ ਭਾਗ ਲੈਣ ਲਈ ਜਿਹੜੀਆਂ ਸ਼ਰਤਾਂ ਰਖੀਆਂ ਹਨ, ਉਹਨਾਂ ਵਿਚ 59ਵੀਂ ਸੋਧ ਵਾਪਸ ਲੈਣਾ ਤੇ 84 ਦੇ ਦੰਗਿਆਂ ਦੇ ਦੋਸ਼ੀਆਂ ਨੂੰ ਸਜ਼ਾਵਾਂ ਦੇਣਾ ਵੀ ਸ਼ਾਮਲ ਹੈ।	[410, 153, 582, 253]
paragraph: ਏਸੇ ਦੌਰਾਨ ਭਾਰਤ ਦੇ ਰਾਸ਼ਟਰਪਤੀ ਵੈਂਕਟਰਮਨ, ਪ੍ਰਧਾਨ ਮੰਤਰੀ ਵਿਸ਼ਵਾ ਨਾਥ ਪ੍ਰਤਾਪ ਸਿੰਘ ਤੇ ਸਾਰੀਆਂ ਪਾਰਟੀਆਂ ਦੇ ਨੇਤਾਵਾਂ ਨੇ ਸ੍ਰੀ ਮੁਫਤੀ ਮਹੁੰਮਦ ਸਈਅਦ ਨੂੰ ਡਾ: ਰੁਬੀਆ ਦੀ ਰਿਹਾਈ ਤੇ ਵਧਾਈਆਂ ਦਿਤੀਆਂ ਹਨ।	[784, 1154, 970, 1224]
photo-caption: ਚੌਧਰੀ ਦੇਵੀ ਲਾਲ	[836, 322, 896, 333]
header-rule	[28, 56, 972, 58]
story8-column-1	[222, 966, 396, 1353]
page-number: Page 23	[914, 34, 972, 49]
headline-story6	[40, 748, 392, 797]
